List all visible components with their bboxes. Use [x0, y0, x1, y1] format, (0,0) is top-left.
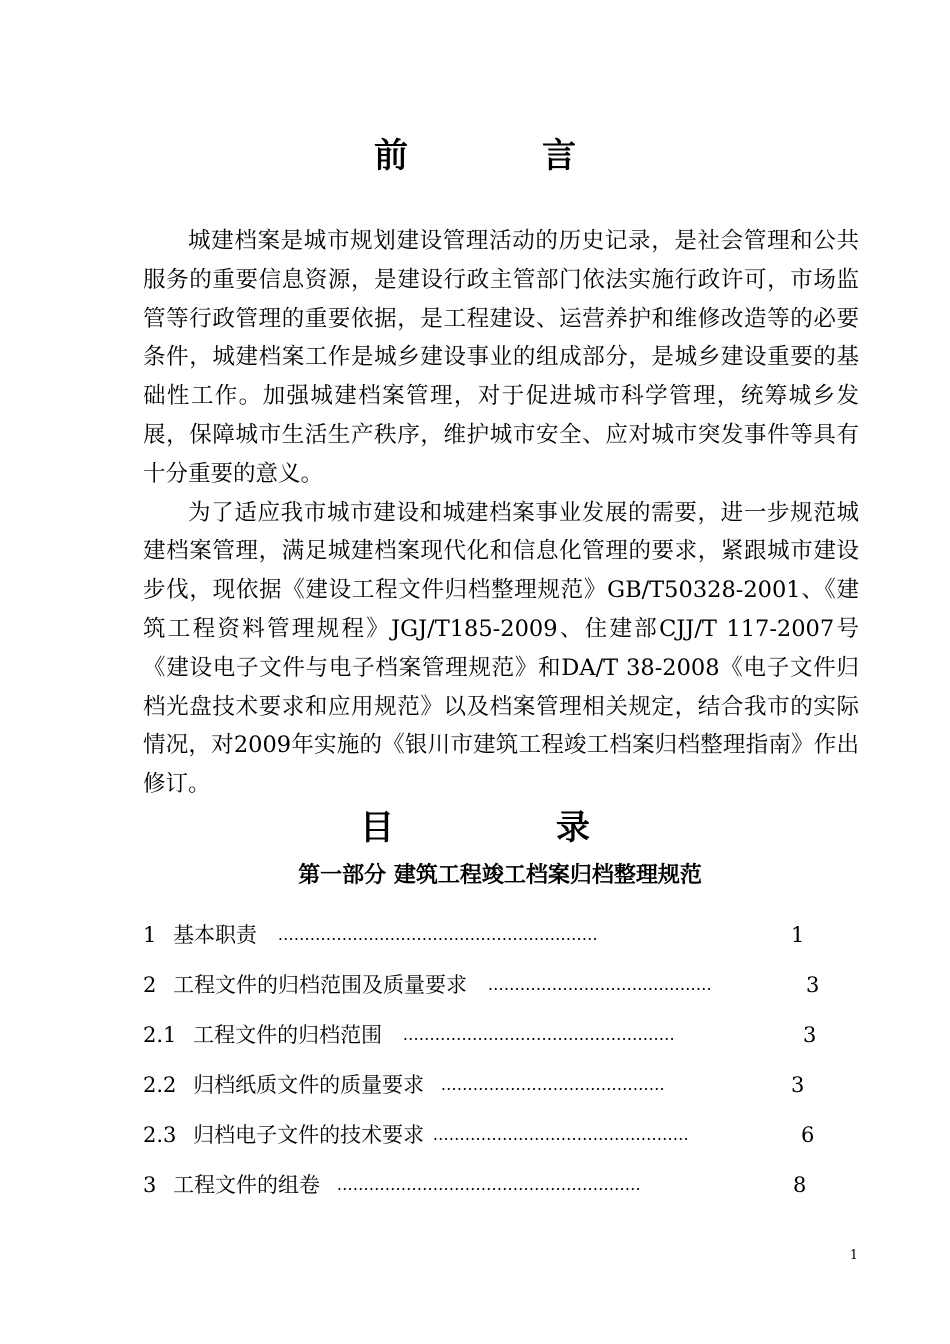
toc-entry[interactable]: [143, 1020, 817, 1050]
toc-entry-label: 工程文件的归档范围及质量要求: [173, 973, 468, 997]
toc-entry-page: 1: [791, 923, 805, 947]
toc-entry[interactable]: [143, 1120, 815, 1150]
preface-paragraph: 为了适应我市城市建设和城建档案事业发展的需要，进一步规范城建档案管理，满足城建档案现代化和信息化管理的要求，紧跟城市建设步伐，现依据《建设工程文件归档整理规范》GB/T50328-2001、《建筑工程资料管理规程》JGJ/T185-2009、住建部CJJ/T 117-2007号《建设电子文件与电子档案管理规范》和DA/T 38-2008《电子文件归档光盘技术要求和应用规范》以及档案管理相关规定，结合我市的实际情况，对2009年实施的《银川市建筑工程竣工档案归档整理指南》作出修订。: [143, 499, 859, 798]
toc-entry-label: 工程文件的归档范围: [193, 1023, 383, 1047]
toc-entry-label: 基本职责: [173, 923, 258, 947]
toc-entry[interactable]: [143, 970, 820, 1000]
toc-entry-label: 归档纸质文件的质量要求: [193, 1073, 425, 1097]
toc-entry-page: 3: [803, 1023, 817, 1047]
toc-entry[interactable]: [143, 920, 805, 950]
toc-entry-number: 1: [143, 923, 157, 947]
toc-entry-label: 工程文件的组卷: [173, 1173, 321, 1197]
toc-entry-page: 3: [791, 1073, 805, 1097]
toc-leader-dots: …………………………………………………: [336, 1175, 641, 1194]
toc-entry-number: 2.3: [143, 1123, 177, 1147]
toc-leader-dots: ……………………………………………: [402, 1025, 675, 1044]
toc-title: 目 录: [360, 808, 654, 848]
toc-leader-dots: ……………………………………: [487, 975, 712, 994]
preface-title: 前 言: [374, 136, 626, 176]
toc-leader-dots: …………………………………………: [432, 1125, 689, 1144]
toc-entry-number: 2.2: [143, 1073, 177, 1097]
part-title: 第一部分 建筑工程竣工档案归档整理规范: [298, 863, 702, 888]
toc-entry-page: 8: [793, 1173, 807, 1197]
toc-leader-dots: ……………………………………………………: [277, 925, 598, 944]
toc-entry-label: 归档电子文件的技术要求: [193, 1123, 425, 1147]
preface-paragraph: 城建档案是城市规划建设管理活动的历史记录，是社会管理和公共服务的重要信息资源，是建设行政主管部门依法实施行政许可，市场监管等行政管理的重要依据，是工程建设、运营养护和维修改造等的必要条件，城建档案工作是城乡建设事业的组成部分，是城乡建设重要的基础性工作。加强城建档案管理，对于促进城市科学管理，统筹城乡发展，保障城市生活生产秩序，维护城市安全、应对城市突发事件等具有十分重要的意义。: [143, 228, 859, 487]
toc-entry-number: 2.1: [143, 1023, 177, 1047]
toc-leader-dots: ……………………………………: [440, 1075, 665, 1094]
toc-entry-page: 3: [806, 973, 820, 997]
toc-entry-number: 2: [143, 973, 157, 997]
toc-entry[interactable]: [143, 1070, 805, 1100]
toc-entry-number: 3: [143, 1173, 157, 1197]
toc-entry[interactable]: [143, 1170, 807, 1200]
page-number: 1: [849, 1248, 858, 1263]
preface-body: [143, 222, 859, 804]
toc-entry-page: 6: [801, 1123, 815, 1147]
